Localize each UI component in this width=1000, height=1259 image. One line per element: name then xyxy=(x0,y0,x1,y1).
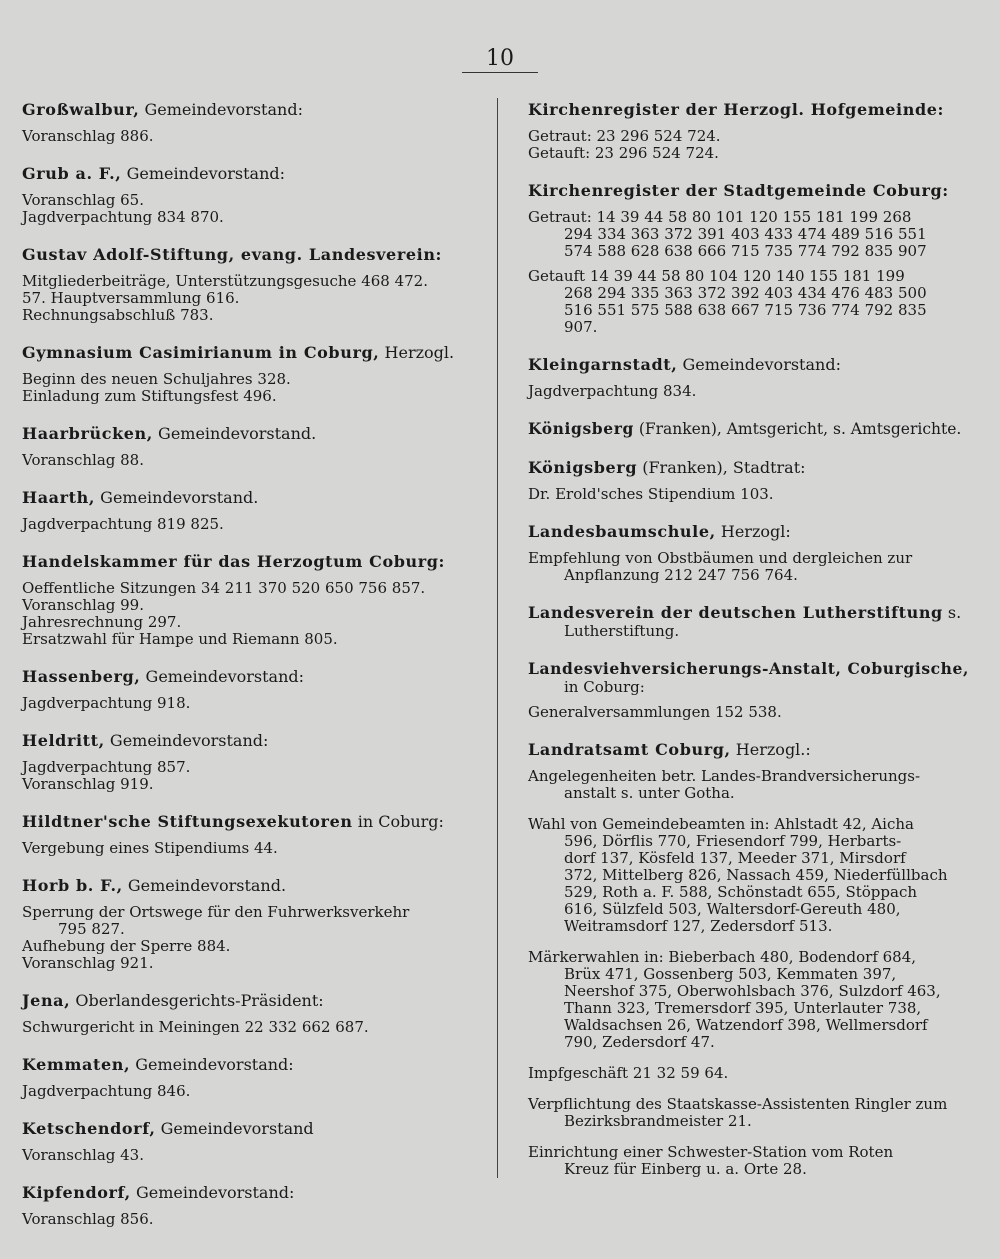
entry-heading xyxy=(22,991,484,1011)
entry-line: Mitgliederbeiträge, Unterstützungsgesuche 468 472. xyxy=(22,272,428,290)
index-entry xyxy=(22,100,484,145)
entry-heading xyxy=(22,1055,484,1075)
entry-heading xyxy=(22,1183,484,1203)
entry-heading xyxy=(528,522,970,542)
index-entry xyxy=(22,876,484,972)
entry-name: Hildtner'sche Stiftungsexekutoren xyxy=(22,812,353,831)
index-entry xyxy=(22,991,484,1036)
entry-qualifier: Gemeindevorstand: xyxy=(677,355,841,374)
entry-name: Königsberg xyxy=(528,419,634,438)
entry-line: 616, Sülzfeld 503, Waltersdorf-Gereuth 480, xyxy=(564,900,901,918)
entry-line: Jahresrechnung 297. xyxy=(22,613,182,631)
index-entry xyxy=(22,1183,484,1228)
column-divider xyxy=(497,98,498,1178)
index-entry xyxy=(22,552,484,648)
index-entry xyxy=(22,245,484,324)
entry-line: 907. xyxy=(564,318,598,336)
entry-name: Ketschendorf, xyxy=(22,1119,156,1138)
entry-line: dorf 137, Kösfeld 137, Meeder 371, Mirsdorf xyxy=(564,849,906,867)
entry-heading xyxy=(528,355,970,375)
index-entry xyxy=(528,181,970,336)
entry-name: Kemmaten, xyxy=(22,1055,131,1074)
entry-line: 795 827. xyxy=(58,920,125,938)
index-entry xyxy=(22,1119,484,1164)
index-entry xyxy=(22,812,484,857)
entry-line: Voranschlag 856. xyxy=(22,1210,154,1228)
entry-name: Haarth, xyxy=(22,488,96,507)
entry-heading xyxy=(528,458,970,478)
entry-line: Rechnungsabschluß 783. xyxy=(22,306,214,324)
entry-line: Thann 323, Tremersdorf 395, Unterlauter 738, xyxy=(564,999,922,1017)
entry-line: Voranschlag 43. xyxy=(22,1146,144,1164)
entry-qualifier: Oberlandesgerichts-Präsident: xyxy=(70,991,324,1010)
index-entry xyxy=(22,343,484,405)
entry-heading xyxy=(22,876,484,896)
entry-qualifier: Gemeindevorstand: xyxy=(130,1055,294,1074)
entry-name: Jena, xyxy=(22,991,71,1010)
entry-qualifier: Gemeindevorstand: xyxy=(139,100,303,119)
entry-line: 790, Zedersdorf 47. xyxy=(564,1033,715,1051)
entry-line: Weitramsdorf 127, Zedersdorf 513. xyxy=(564,917,833,935)
entry-line: Jagdverpachtung 918. xyxy=(22,694,191,712)
entry-heading xyxy=(22,667,484,687)
entry-heading xyxy=(22,343,484,363)
entry-line: 57. Hauptversammlung 616. xyxy=(22,289,240,307)
entry-line: Dr. Erold'sches Stipendium 103. xyxy=(528,485,774,503)
entry-heading xyxy=(528,100,970,120)
entry-line: Voranschlag 886. xyxy=(22,127,154,145)
entry-line: Angelegenheiten betr. Landes-Brandversicherungs- xyxy=(528,767,921,785)
entry-heading xyxy=(22,1119,484,1139)
left-column xyxy=(22,100,484,1228)
entry-line: Voranschlag 65. xyxy=(22,191,144,209)
entry-line: 372, Mittelberg 826, Nassach 459, Niederfüllbach xyxy=(564,866,948,884)
entry-name: Kleingarnstadt, xyxy=(528,355,678,374)
entry-line: Getauft: 23 296 524 724. xyxy=(528,144,719,162)
entry-heading xyxy=(22,812,484,832)
entry-line: Ersatzwahl für Hampe und Riemann 805. xyxy=(22,630,338,648)
entry-line: Brüx 471, Gossenberg 503, Kemmaten 397, xyxy=(564,965,897,983)
entry-line: Märkerwahlen in: Bieberbach 480, Bodendorf 684, xyxy=(528,948,917,966)
right-column xyxy=(528,100,970,1178)
index-entry xyxy=(528,603,970,640)
index-entry xyxy=(528,100,970,162)
entry-qualifier: s. xyxy=(942,603,962,622)
entry-heading xyxy=(528,419,970,439)
entry-line: anstalt s. unter Gotha. xyxy=(564,784,735,802)
entry-name: Handelskammer für das Herzogtum Coburg: xyxy=(22,552,446,571)
entry-heading xyxy=(528,603,970,623)
entry-line: Einladung zum Stiftungsfest 496. xyxy=(22,387,277,405)
entry-line: Beginn des neuen Schuljahres 328. xyxy=(22,370,291,388)
entry-heading xyxy=(22,731,484,751)
entry-line: Getraut: 23 296 524 724. xyxy=(528,127,721,145)
entry-qualifier: Gemeindevorstand. xyxy=(95,488,259,507)
entry-qualifier: (Franken), Stadtrat: xyxy=(637,458,806,477)
entry-line: Aufhebung der Sperre 884. xyxy=(22,937,231,955)
entry-line: Getraut: 14 39 44 58 80 101 120 155 181 199 268 xyxy=(528,208,912,226)
entry-qualifier: Herzogl: xyxy=(715,522,791,541)
entry-line: Lutherstiftung. xyxy=(564,622,680,640)
entry-name: Gustav Adolf-Stiftung, evang. Landesverein: xyxy=(22,245,443,264)
entry-heading xyxy=(528,659,970,679)
index-entry xyxy=(528,419,970,439)
entry-line: 574 588 628 638 666 715 735 774 792 835 907 xyxy=(564,242,927,260)
entry-qualifier: Gemeindevorstand. xyxy=(152,424,317,443)
entry-line: Generalversammlungen 152 538. xyxy=(528,703,782,721)
entry-line: Getauft 14 39 44 58 80 104 120 140 155 181 199 xyxy=(528,267,905,285)
index-entry xyxy=(528,458,970,503)
entry-heading xyxy=(22,424,484,444)
entry-line: Jagdverpachtung 857. xyxy=(22,758,191,776)
entry-qualifier: Gemeindevorstand: xyxy=(140,667,305,686)
entry-name: Großwalbur, xyxy=(22,100,140,119)
entry-line: 596, Dörflis 770, Friesendorf 799, Herbarts- xyxy=(564,832,902,850)
entry-name: Landesverein der deutschen Lutherstiftung xyxy=(528,603,943,622)
index-entry xyxy=(22,424,484,469)
entry-line: Sperrung der Ortswege für den Fuhrwerksverkehr xyxy=(22,903,410,921)
entry-line: Empfehlung von Obstbäumen und dergleichen zur xyxy=(528,549,913,567)
index-entry xyxy=(528,740,970,1178)
entry-heading xyxy=(22,552,484,572)
entry-line: Verpflichtung des Staatskasse-Assistenten Ringler zum xyxy=(528,1095,948,1113)
index-entry xyxy=(22,1055,484,1100)
index-entry xyxy=(22,731,484,793)
entry-qualifier: (Franken), Amtsgericht, s. Amtsgerichte. xyxy=(633,420,962,438)
entry-line: Einrichtung einer Schwester-Station vom Roten xyxy=(528,1143,894,1161)
entry-line: 294 334 363 372 391 403 433 474 489 516 551 xyxy=(564,225,927,243)
entry-line: Bezirksbrandmeister 21. xyxy=(564,1112,752,1130)
entry-line: Neershof 375, Oberwohlsbach 376, Sulzdorf 463, xyxy=(564,982,941,1000)
entry-qualifier: Herzogl.: xyxy=(730,740,811,759)
entry-name: Kirchenregister der Herzogl. Hofgemeinde: xyxy=(528,100,945,119)
index-entry xyxy=(22,667,484,712)
entry-line: Impfgeschäft 21 32 59 64. xyxy=(528,1064,729,1082)
index-entry xyxy=(22,488,484,533)
entry-line: Anpflanzung 212 247 756 764. xyxy=(564,566,798,584)
entry-line: Voranschlag 99. xyxy=(22,596,144,614)
entry-line: Schwurgericht in Meiningen 22 332 662 687. xyxy=(22,1018,369,1036)
entry-line: Voranschlag 921. xyxy=(22,954,154,972)
entry-line: Vergebung eines Stipendiums 44. xyxy=(22,839,278,857)
entry-heading xyxy=(22,164,484,184)
entry-line: Jagdverpachtung 819 825. xyxy=(22,515,224,533)
entry-name: Haarbrücken, xyxy=(22,424,153,443)
entry-line: Jagdverpachtung 834 870. xyxy=(22,208,224,226)
entry-heading xyxy=(528,740,970,760)
entry-line: Waldsachsen 26, Watzendorf 398, Wellmersdorf xyxy=(564,1016,928,1034)
entry-name: Gymnasium Casimirianum in Coburg, xyxy=(22,343,380,362)
entry-name: Kipfendorf, xyxy=(22,1183,131,1202)
entry-line: 529, Roth a. F. 588, Schönstadt 655, Stöppach xyxy=(564,883,918,901)
entry-name: Landesviehversicherungs-Anstalt, Coburgische, xyxy=(528,659,970,678)
entry-line: 268 294 335 363 372 392 403 434 476 483 500 xyxy=(564,284,927,302)
page-number: 10 xyxy=(486,46,514,71)
entry-name: Hassenberg, xyxy=(22,667,141,686)
index-entry xyxy=(22,164,484,226)
entry-name: Landesbaumschule, xyxy=(528,522,716,541)
entry-line: Kreuz für Einberg u. a. Orte 28. xyxy=(564,1160,807,1178)
entry-qualifier: Gemeindevorstand: xyxy=(104,731,269,750)
entry-name: Horb b. F., xyxy=(22,876,123,895)
entry-heading xyxy=(22,245,484,265)
entry-qualifier: Gemeindevorstand: xyxy=(130,1183,295,1202)
page-number-rule xyxy=(462,72,538,73)
entry-name: Landratsamt Coburg, xyxy=(528,740,731,759)
entry-line: Wahl von Gemeindebeamten in: Ahlstadt 42, Aicha xyxy=(528,815,914,833)
index-entry xyxy=(528,355,970,400)
entry-qualifier: Gemeindevorstand. xyxy=(122,876,287,895)
entry-line: Oeffentliche Sitzungen 34 211 370 520 650 756 857. xyxy=(22,579,426,597)
entry-qualifier: in Coburg: xyxy=(352,812,444,831)
entry-heading xyxy=(528,181,970,201)
entry-name: Heldritt, xyxy=(22,731,105,750)
entry-name: Königsberg xyxy=(528,458,638,477)
entry-heading xyxy=(22,488,484,508)
entry-name: Grub a. F., xyxy=(22,164,122,183)
entry-line: Voranschlag 88. xyxy=(22,451,144,469)
entry-name: Kirchenregister der Stadtgemeinde Coburg: xyxy=(528,181,949,200)
entry-heading xyxy=(22,100,484,120)
entry-qualifier: Gemeindevorstand xyxy=(155,1119,314,1138)
entry-line: Jagdverpachtung 834. xyxy=(528,382,697,400)
entry-line: in Coburg: xyxy=(564,678,645,696)
entry-line: 516 551 575 588 638 667 715 736 774 792 835 xyxy=(564,301,927,319)
index-entry xyxy=(528,522,970,584)
index-entry xyxy=(528,659,970,721)
entry-line: Jagdverpachtung 846. xyxy=(22,1082,191,1100)
entry-qualifier: Herzogl. xyxy=(379,343,455,362)
entry-line: Voranschlag 919. xyxy=(22,775,154,793)
entry-qualifier: Gemeindevorstand: xyxy=(121,164,286,183)
